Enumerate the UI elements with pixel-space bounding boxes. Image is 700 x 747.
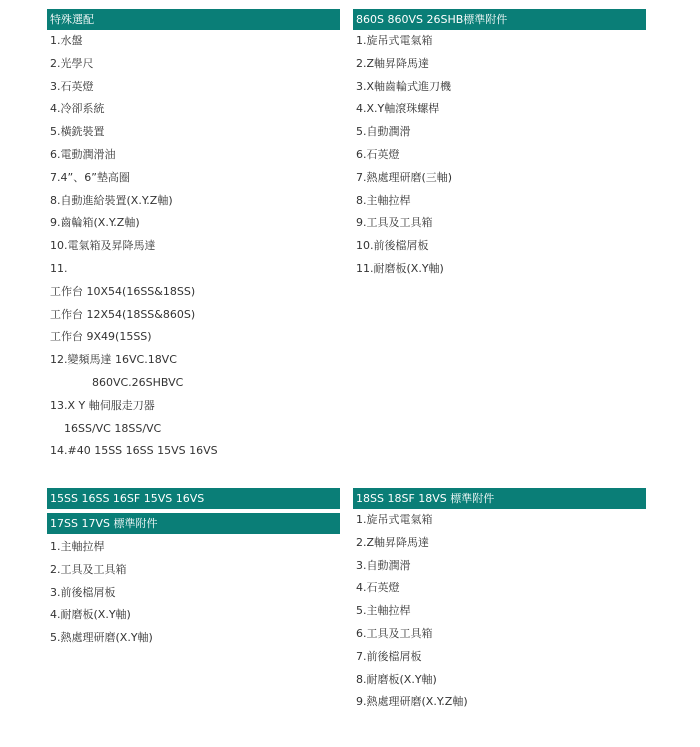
list-item: 5.自動潤滑: [356, 125, 411, 139]
accessory-list: [47, 30, 340, 463]
list-item: 3.X軸齒輪式進刀機: [356, 79, 452, 93]
list-item: 8.主軸拉桿: [356, 193, 411, 207]
list-item: 8.自動進給裝置(X.Y.Z軸): [50, 193, 173, 207]
list-item: 2.Z軸昇降馬達: [356, 56, 430, 70]
list-item: 4.耐磨板(X.Y軸): [50, 608, 131, 622]
list-item: 5.熱處理研磨(X.Y軸): [50, 631, 153, 645]
list-item: 4.冷卻系統: [50, 102, 105, 116]
list-item: 9.工具及工具箱: [356, 216, 433, 230]
list-item: 2.工具及工具箱: [50, 562, 127, 576]
list-item: 工作台 9X49(15SS): [50, 330, 152, 344]
list-item: 860VC.26SHBVC: [50, 375, 184, 389]
list-item: 7.熱處理研磨(三軸): [356, 170, 453, 184]
list-item: 3.石英燈: [50, 79, 94, 93]
list-item: 2.Z軸昇降馬達: [356, 535, 430, 549]
list-item: 13.X Y 軸伺服走刀器: [50, 398, 155, 412]
list-item: 10.前後檔屑板: [356, 239, 429, 253]
list-item: 工作台 10X54(16SS&18SS): [50, 284, 196, 298]
list-item: 9.熱處理研磨(X.Y.Z軸): [356, 695, 468, 709]
list-item: 6.電動潤滑油: [50, 147, 116, 161]
list-item: 8.耐磨板(X.Y軸): [356, 672, 437, 686]
list-item: 4.X.Y軸滾珠螺桿: [356, 102, 440, 116]
list-item: 1.主軸拉桿: [50, 540, 105, 553]
list-item: 3.自動潤滑: [356, 558, 411, 572]
list-item: 6.工具及工具箱: [356, 626, 433, 640]
panel-header: 15SS 16SS 16SF 15VS 16VS: [47, 488, 340, 509]
list-item: 9.齒輪箱(X.Y.Z軸): [50, 216, 140, 230]
panel-860s-standard-accessories: [353, 9, 646, 281]
panel-header: 17SS 17VS 標準附件: [47, 513, 340, 534]
accessory-list: [353, 509, 646, 714]
list-item: 5.主軸拉桿: [356, 604, 411, 618]
panel-special-options: [47, 9, 340, 463]
list-item: 7.4”、6”墊高圈: [50, 170, 130, 184]
list-item: 1.旋吊式電氣箱: [356, 513, 433, 526]
list-item: 5.橫銑裝置: [50, 125, 105, 139]
list-item: 6.石英燈: [356, 147, 400, 161]
panel-header: 特殊選配: [47, 9, 340, 30]
panel-header: 860S 860VS 26SHB標準附件: [353, 9, 646, 30]
list-item: 16SS/VC 18SS/VC: [50, 421, 162, 435]
list-item: 3.前後檔屑板: [50, 585, 116, 599]
list-item: 工作台 12X54(18SS&860S): [50, 307, 196, 321]
list-item: 7.前後檔屑板: [356, 649, 422, 663]
panel-18ss-standard-accessories: [353, 488, 646, 714]
accessory-list: [353, 30, 646, 281]
accessory-list: [47, 536, 340, 650]
list-item: 14.#40 15SS 16SS 15VS 16VS: [50, 444, 218, 458]
list-item: 12.變頻馬達 16VC.18VC: [50, 353, 177, 367]
list-item: 2.光學尺: [50, 56, 94, 70]
list-item: 10.電氣箱及昇降馬達: [50, 239, 156, 253]
list-item: 1.旋吊式電氣箱: [356, 34, 433, 47]
list-item: 11.: [50, 261, 68, 275]
panel-header: 18SS 18SF 18VS 標準附件: [353, 488, 646, 509]
list-item: 11.耐磨板(X.Y軸): [356, 261, 444, 275]
list-item: 1.水盤: [50, 34, 83, 47]
list-item: 4.石英燈: [356, 581, 400, 595]
panel-15ss-17vs-standard-accessories: [47, 488, 340, 650]
